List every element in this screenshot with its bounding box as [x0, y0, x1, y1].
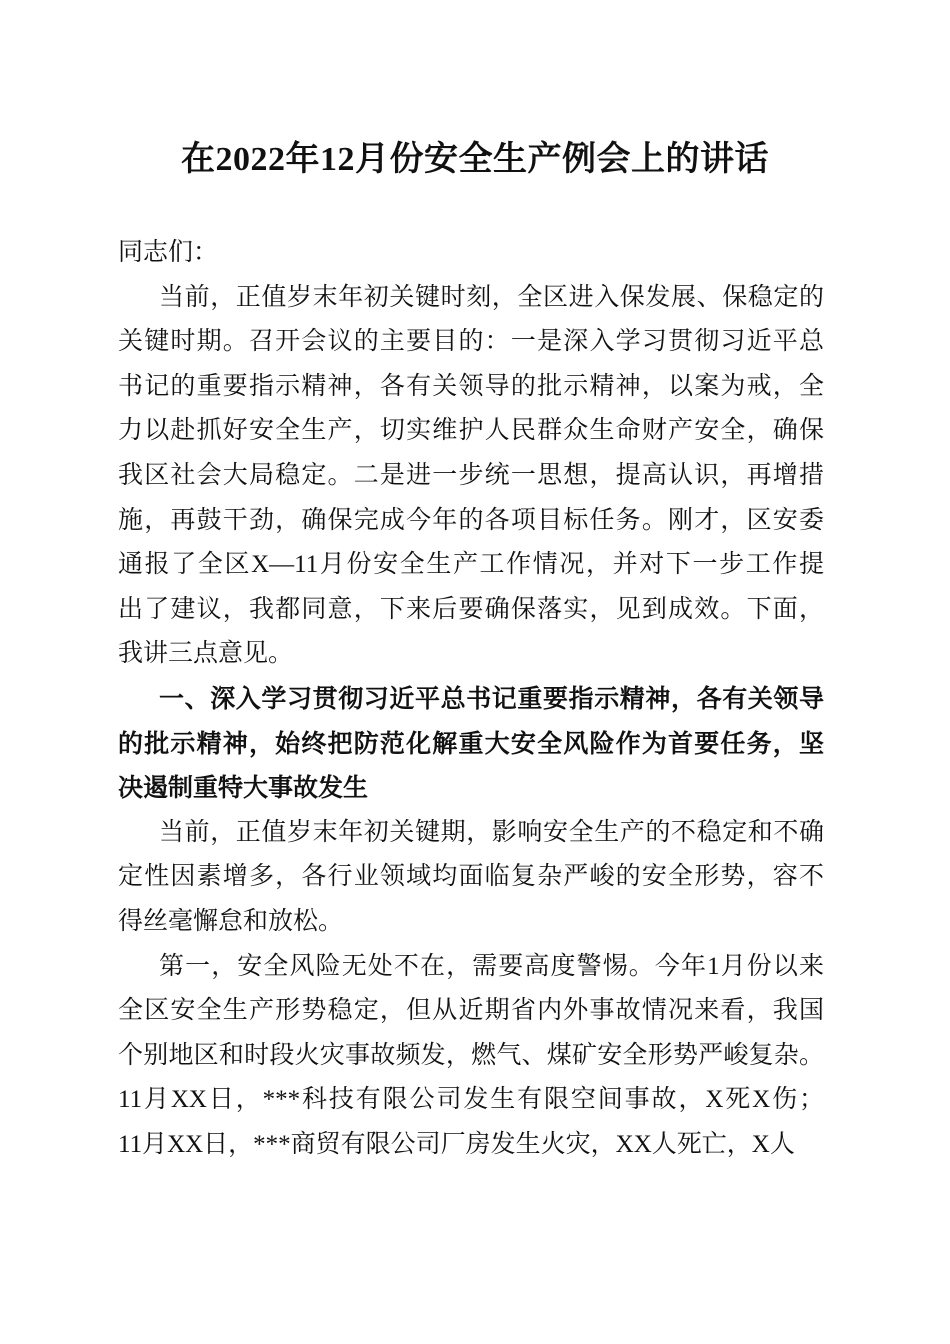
text-line: 11月XX日，***商贸有限公司厂房发生火灾，XX人死亡，X人 — [118, 1130, 795, 1158]
paragraphs — [118, 276, 824, 1168]
text-line: 通报了全区X—11月份安全生产工作情况，并对下一步工作提 — [118, 551, 824, 579]
text-line: 施，再鼓干劲，确保完成今年的各项目标任务。刚才，区安委 — [118, 506, 824, 534]
text-line: 决遏制重特大事故发生 — [118, 774, 369, 803]
document-body — [118, 231, 824, 1167]
text-line: 定性因素增多，各行业领域均面临复杂严峻的安全形势，容不 — [118, 863, 824, 891]
text-line: 力以赴抓好安全生产，切实维护人民群众生命财产安全，确保 — [118, 417, 824, 445]
text-line: 书记的重要指示精神，各有关领导的批示精神，以案为戒，全 — [118, 372, 824, 400]
document-title: 在2022年12月份安全生产例会上的讲话 — [181, 141, 769, 178]
text-line: 我讲三点意见。 — [118, 640, 294, 668]
text-line: 当前，正值岁末年初关键期，影响安全生产的不稳定和不确 — [159, 818, 824, 846]
text-line: 全区安全生产形势稳定，但从近期省内外事故情况来看，我国 — [118, 997, 824, 1025]
paragraph — [118, 945, 824, 1168]
text-line: 我区社会大局稳定。二是进一步统一思想，提高认识，再增措 — [118, 461, 824, 489]
text-line: 的批示精神，始终把防范化解重大安全风险作为首要任务，坚 — [118, 729, 824, 758]
paragraph — [118, 811, 824, 945]
text-line: 出了建议，我都同意，下来后要确保落实，见到成效。下面， — [118, 595, 824, 623]
text-line: 关键时期。召开会议的主要目的：一是深入学习贯彻习近平总 — [118, 328, 824, 356]
text-line: 得丝毫懈怠和放松。 — [118, 907, 344, 935]
section-heading — [118, 677, 824, 811]
text-line: 当前，正值岁末年初关键时刻，全区进入保发展、保稳定的 — [159, 283, 824, 311]
text-line: 11月XX日，***科技有限公司发生有限空间事故，X死X伤； — [118, 1086, 824, 1114]
text-line: 第一，安全风险无处不在，需要高度警惕。今年1月份以来 — [159, 952, 824, 980]
text-line: 个别地区和时段火灾事故频发，燃气、煤矿安全形势严峻复杂。 — [118, 1041, 824, 1069]
text-line: 一、深入学习贯彻习近平总书记重要指示精神，各有关领导 — [159, 684, 824, 713]
greeting: 同志们： — [118, 239, 219, 266]
paragraph — [118, 276, 824, 677]
